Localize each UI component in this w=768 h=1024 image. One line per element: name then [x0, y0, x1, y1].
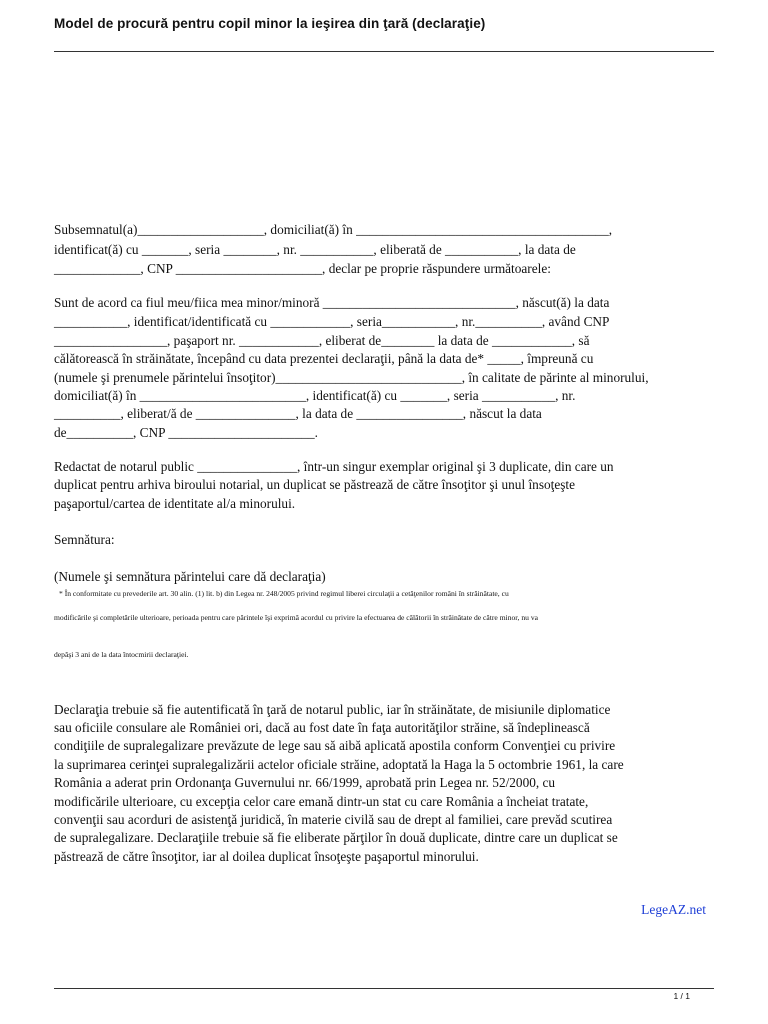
consent-line: Sunt de acord ca fiul meu/fiica mea minor/minoră _____________________________, născut(ă) la data [54, 295, 610, 310]
declaration-line: identificat(ă) cu _______, seria ________, nr. ___________, eliberată de ___________, la data de [54, 242, 576, 257]
legeaz-link[interactable]: LegeAZ.net [641, 902, 706, 917]
authentication-line: la suprimarea cerinţei supralegalizării actelor oficiale străine, adoptată la Haga la 5 octombrie 1961, la care [54, 757, 624, 772]
consent-line: de__________, CNP ______________________. [54, 425, 318, 440]
notary-line: Redactat de notarul public _______________, într-un singur exemplar original şi 3 duplicate, din care un [54, 459, 614, 474]
page-number: 1 / 1 [673, 991, 690, 1001]
authentication-line: România a aderat prin Ordonanţa Guvernului nr. 66/1999, aprobată prin Legea nr. 52/2000, cu [54, 775, 556, 790]
consent-line: (numele şi prenumele părintelui însoţitor)____________________________, în calitate de părinte al minorului, [54, 370, 649, 385]
document-title: Model de procură pentru copil minor la ieşirea din ţară (declaraţie) [54, 16, 486, 31]
declaration-line: Subsemnatul(a)___________________, domiciliat(ă) în ______________________________________, [54, 222, 613, 237]
authentication-line: de supralegalizare. Declaraţiile trebuie să fie eliberate părţilor în două duplicate, dintre care un duplicat se [54, 830, 618, 845]
authentication-line: modificările ulterioare, cu excepţia celor care emană dintr-un stat cu care România a încheiat tratate, [54, 794, 589, 809]
footnote-line: * În conformitate cu prevederile art. 30 alin. (1) lit. b) din Legea nr. 248/2005 privind regimul liberei circulaţii a cetăţenilor români în străinătate, cu [59, 589, 509, 598]
consent-line: călătorească în străinătate, începând cu data prezentei declaraţii, până la data de* _____, împreună cu [54, 351, 594, 366]
consent-line: ___________, identificat/identificată cu ____________, seria___________, nr.__________, având CNP [54, 314, 610, 329]
parent-signature-note: (Numele şi semnătura părintelui care dă declaraţia) [54, 569, 326, 584]
consent-line: _________________, paşaport nr. ____________, eliberat de________ la data de ____________, să [54, 333, 590, 348]
declaration-line: _____________, CNP ______________________, declar pe proprie răspundere următoarele: [54, 261, 551, 276]
authentication-line: sau oficiile consulare ale României ori, dacă au fost date în faţa autorităţilor străine, să îndeplinească [54, 720, 590, 735]
footer-divider [54, 988, 714, 989]
footnote-line: modificările şi completările ulterioare, perioada pentru care părintele îşi exprimă acordul cu privire la efectuarea de călătorii în străinătate de către minor, nu va [54, 613, 538, 622]
header-divider [54, 51, 714, 52]
signature-label: Semnătura: [54, 532, 115, 547]
authentication-line: convenţii sau acorduri de asistenţă juridică, în materie civilă sau de drept al familiei, care prevăd scutirea [54, 812, 613, 827]
authentication-line: păstrează de către însoţitor, iar al doilea duplicat însoţeşte paşaportul minorului. [54, 849, 479, 864]
consent-line: domiciliat(ă) în _________________________, identificat(ă) cu _______, seria ___________, nr. [54, 388, 576, 403]
consent-line: __________, eliberat/ă de _______________, la data de ________________, născut la data [54, 406, 542, 421]
authentication-line: condiţiile de supralegalizare prevăzute de lege sau să aibă aplicată apostila conform Convenţiei cu privire [54, 738, 616, 753]
notary-line: paşaportul/cartea de identitate al/a minorului. [54, 496, 296, 511]
notary-line: duplicat pentru arhiva biroului notarial, un duplicat se păstrează de către însoţitor şi unul însoţeşte [54, 477, 576, 492]
footnote-line: depăşi 3 ani de la data întocmirii declaraţiei. [54, 650, 189, 659]
authentication-line: Declaraţia trebuie să fie autentificată în ţară de notarul public, iar în străinătate, de misiunile diplomatice [54, 702, 611, 717]
